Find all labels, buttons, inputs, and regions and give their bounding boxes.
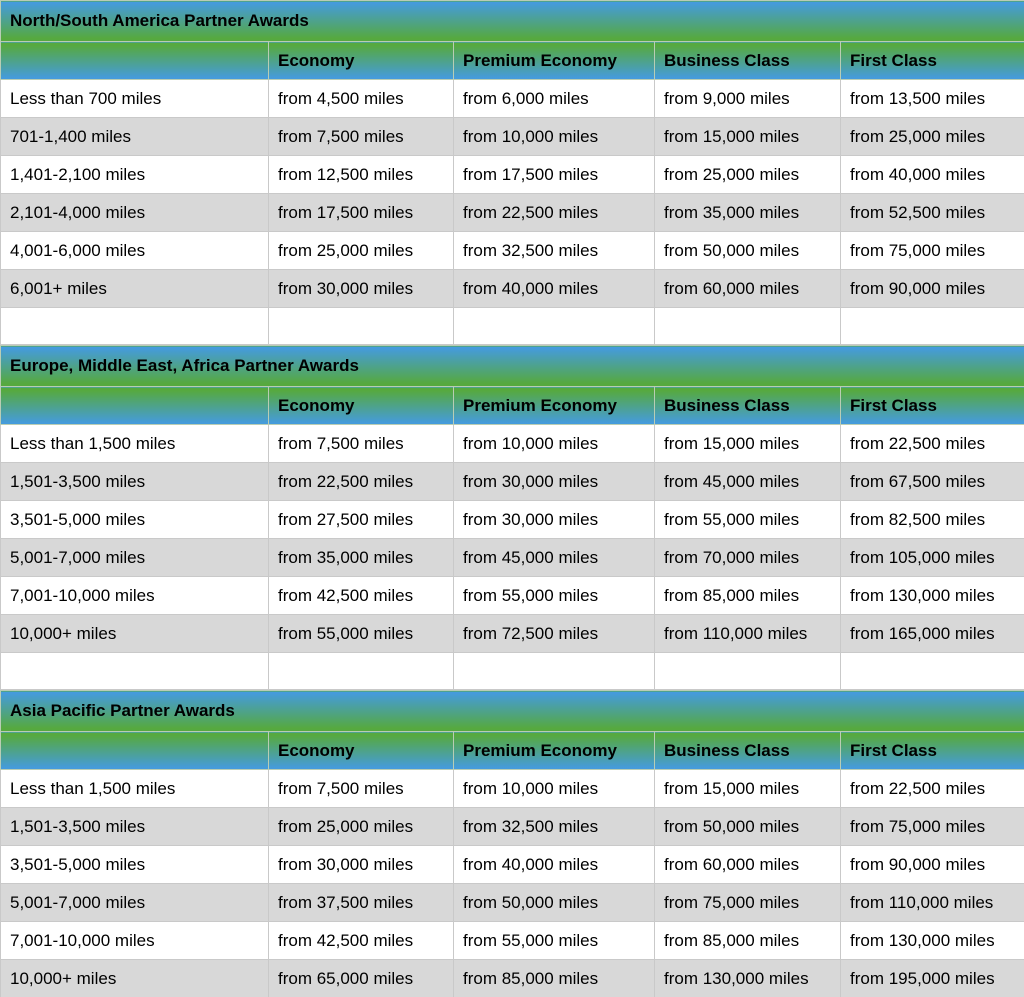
- table-title-row: [1, 691, 1024, 732]
- award-miles-cell: from 195,000 miles: [841, 960, 1024, 997]
- award-miles-cell: from 85,000 miles: [655, 577, 841, 615]
- award-miles-cell: from 50,000 miles: [454, 884, 655, 922]
- distance-cell: 5,001-7,000 miles: [1, 884, 269, 922]
- award-miles-cell: from 75,000 miles: [841, 808, 1024, 846]
- award-miles-cell: from 25,000 miles: [269, 808, 454, 846]
- empty-cell: [269, 653, 454, 690]
- award-miles-cell: from 72,500 miles: [454, 615, 655, 653]
- award-miles-cell: from 55,000 miles: [269, 615, 454, 653]
- table-row: [1, 118, 1024, 156]
- award-miles-cell: from 30,000 miles: [454, 501, 655, 539]
- award-miles-cell: from 30,000 miles: [269, 270, 454, 308]
- award-miles-cell: from 75,000 miles: [841, 232, 1024, 270]
- award-miles-cell: from 40,000 miles: [454, 270, 655, 308]
- distance-cell: 10,000+ miles: [1, 615, 269, 653]
- table-row: [1, 156, 1024, 194]
- north-south-america-awards-table: [0, 0, 1024, 345]
- award-miles-cell: from 42,500 miles: [269, 577, 454, 615]
- award-miles-cell: from 55,000 miles: [655, 501, 841, 539]
- award-miles-cell: from 130,000 miles: [841, 922, 1024, 960]
- table-row: [1, 501, 1024, 539]
- award-miles-cell: from 37,500 miles: [269, 884, 454, 922]
- column-header-row: [1, 732, 1024, 770]
- award-miles-cell: from 40,000 miles: [841, 156, 1024, 194]
- award-miles-cell: from 7,500 miles: [269, 118, 454, 156]
- award-miles-cell: from 55,000 miles: [454, 577, 655, 615]
- award-miles-cell: from 110,000 miles: [655, 615, 841, 653]
- table-row: [1, 425, 1024, 463]
- award-miles-cell: from 15,000 miles: [655, 770, 841, 808]
- distance-cell: 5,001-7,000 miles: [1, 539, 269, 577]
- award-miles-cell: from 82,500 miles: [841, 501, 1024, 539]
- award-miles-cell: from 45,000 miles: [454, 539, 655, 577]
- award-miles-cell: from 50,000 miles: [655, 232, 841, 270]
- award-miles-cell: from 30,000 miles: [269, 846, 454, 884]
- award-miles-cell: from 17,500 miles: [454, 156, 655, 194]
- spacer-row: [1, 653, 1024, 690]
- spacer-row: [1, 308, 1024, 345]
- award-miles-cell: from 32,500 miles: [454, 808, 655, 846]
- table-row: [1, 922, 1024, 960]
- award-miles-cell: from 15,000 miles: [655, 118, 841, 156]
- award-miles-cell: from 35,000 miles: [655, 194, 841, 232]
- award-miles-cell: from 13,500 miles: [841, 80, 1024, 118]
- award-miles-cell: from 45,000 miles: [655, 463, 841, 501]
- column-header: Business Class: [655, 732, 841, 770]
- distance-cell: 7,001-10,000 miles: [1, 577, 269, 615]
- award-miles-cell: from 67,500 miles: [841, 463, 1024, 501]
- europe-middle-east-africa-awards-table: [0, 345, 1024, 690]
- table-row: [1, 808, 1024, 846]
- award-miles-cell: from 10,000 miles: [454, 770, 655, 808]
- empty-cell: [1, 308, 269, 345]
- table-row: [1, 539, 1024, 577]
- corner-cell: [1, 42, 269, 80]
- table-row: [1, 846, 1024, 884]
- table-row: [1, 80, 1024, 118]
- column-header: Economy: [269, 42, 454, 80]
- table-title: Europe, Middle East, Africa Partner Awards: [1, 346, 1024, 387]
- award-miles-cell: from 85,000 miles: [655, 922, 841, 960]
- distance-cell: 7,001-10,000 miles: [1, 922, 269, 960]
- award-miles-cell: from 60,000 miles: [655, 846, 841, 884]
- column-header: Economy: [269, 732, 454, 770]
- award-miles-cell: from 6,000 miles: [454, 80, 655, 118]
- distance-cell: 1,501-3,500 miles: [1, 463, 269, 501]
- award-miles-cell: from 130,000 miles: [655, 960, 841, 997]
- table-row: [1, 770, 1024, 808]
- award-miles-cell: from 70,000 miles: [655, 539, 841, 577]
- award-miles-cell: from 25,000 miles: [655, 156, 841, 194]
- distance-cell: 10,000+ miles: [1, 960, 269, 997]
- award-miles-cell: from 7,500 miles: [269, 425, 454, 463]
- award-miles-cell: from 10,000 miles: [454, 425, 655, 463]
- award-miles-cell: from 25,000 miles: [841, 118, 1024, 156]
- table-row: [1, 232, 1024, 270]
- award-miles-cell: from 22,500 miles: [454, 194, 655, 232]
- column-header: Premium Economy: [454, 387, 655, 425]
- distance-cell: Less than 700 miles: [1, 80, 269, 118]
- award-miles-cell: from 22,500 miles: [841, 425, 1024, 463]
- distance-cell: Less than 1,500 miles: [1, 770, 269, 808]
- table-row: [1, 615, 1024, 653]
- table-title-row: [1, 1, 1024, 42]
- empty-cell: [841, 308, 1024, 345]
- column-header: Premium Economy: [454, 42, 655, 80]
- award-miles-cell: from 90,000 miles: [841, 846, 1024, 884]
- corner-cell: [1, 732, 269, 770]
- award-miles-cell: from 22,500 miles: [269, 463, 454, 501]
- award-miles-cell: from 85,000 miles: [454, 960, 655, 997]
- column-header-row: [1, 42, 1024, 80]
- table-row: [1, 463, 1024, 501]
- table-row: [1, 577, 1024, 615]
- empty-cell: [655, 308, 841, 345]
- column-header: Economy: [269, 387, 454, 425]
- award-miles-cell: from 42,500 miles: [269, 922, 454, 960]
- distance-cell: 3,501-5,000 miles: [1, 846, 269, 884]
- award-miles-cell: from 25,000 miles: [269, 232, 454, 270]
- column-header: First Class: [841, 387, 1024, 425]
- asia-pacific-awards-table: [0, 690, 1024, 997]
- award-miles-cell: from 52,500 miles: [841, 194, 1024, 232]
- column-header-row: [1, 387, 1024, 425]
- award-miles-cell: from 7,500 miles: [269, 770, 454, 808]
- award-miles-cell: from 55,000 miles: [454, 922, 655, 960]
- column-header: First Class: [841, 732, 1024, 770]
- award-miles-cell: from 110,000 miles: [841, 884, 1024, 922]
- award-miles-cell: from 27,500 miles: [269, 501, 454, 539]
- award-miles-cell: from 22,500 miles: [841, 770, 1024, 808]
- table-title: North/South America Partner Awards: [1, 1, 1024, 42]
- award-miles-cell: from 35,000 miles: [269, 539, 454, 577]
- table-row: [1, 960, 1024, 997]
- distance-cell: 1,401-2,100 miles: [1, 156, 269, 194]
- award-miles-cell: from 12,500 miles: [269, 156, 454, 194]
- empty-cell: [655, 653, 841, 690]
- award-miles-cell: from 9,000 miles: [655, 80, 841, 118]
- award-miles-cell: from 105,000 miles: [841, 539, 1024, 577]
- table-title-row: [1, 346, 1024, 387]
- award-miles-cell: from 65,000 miles: [269, 960, 454, 997]
- award-miles-cell: from 50,000 miles: [655, 808, 841, 846]
- table-row: [1, 270, 1024, 308]
- empty-cell: [454, 308, 655, 345]
- table-title: Asia Pacific Partner Awards: [1, 691, 1024, 732]
- empty-cell: [454, 653, 655, 690]
- distance-cell: 1,501-3,500 miles: [1, 808, 269, 846]
- column-header: First Class: [841, 42, 1024, 80]
- distance-cell: 6,001+ miles: [1, 270, 269, 308]
- award-miles-cell: from 90,000 miles: [841, 270, 1024, 308]
- table-row: [1, 884, 1024, 922]
- award-miles-cell: from 60,000 miles: [655, 270, 841, 308]
- award-miles-cell: from 32,500 miles: [454, 232, 655, 270]
- column-header: Business Class: [655, 42, 841, 80]
- award-miles-cell: from 130,000 miles: [841, 577, 1024, 615]
- distance-cell: 2,101-4,000 miles: [1, 194, 269, 232]
- distance-cell: 3,501-5,000 miles: [1, 501, 269, 539]
- empty-cell: [1, 653, 269, 690]
- award-miles-cell: from 40,000 miles: [454, 846, 655, 884]
- corner-cell: [1, 387, 269, 425]
- distance-cell: 701-1,400 miles: [1, 118, 269, 156]
- award-miles-cell: from 15,000 miles: [655, 425, 841, 463]
- award-miles-cell: from 17,500 miles: [269, 194, 454, 232]
- award-miles-cell: from 75,000 miles: [655, 884, 841, 922]
- award-miles-cell: from 165,000 miles: [841, 615, 1024, 653]
- empty-cell: [269, 308, 454, 345]
- table-row: [1, 194, 1024, 232]
- award-miles-cell: from 30,000 miles: [454, 463, 655, 501]
- empty-cell: [841, 653, 1024, 690]
- column-header: Premium Economy: [454, 732, 655, 770]
- distance-cell: 4,001-6,000 miles: [1, 232, 269, 270]
- column-header: Business Class: [655, 387, 841, 425]
- award-miles-cell: from 10,000 miles: [454, 118, 655, 156]
- award-miles-cell: from 4,500 miles: [269, 80, 454, 118]
- distance-cell: Less than 1,500 miles: [1, 425, 269, 463]
